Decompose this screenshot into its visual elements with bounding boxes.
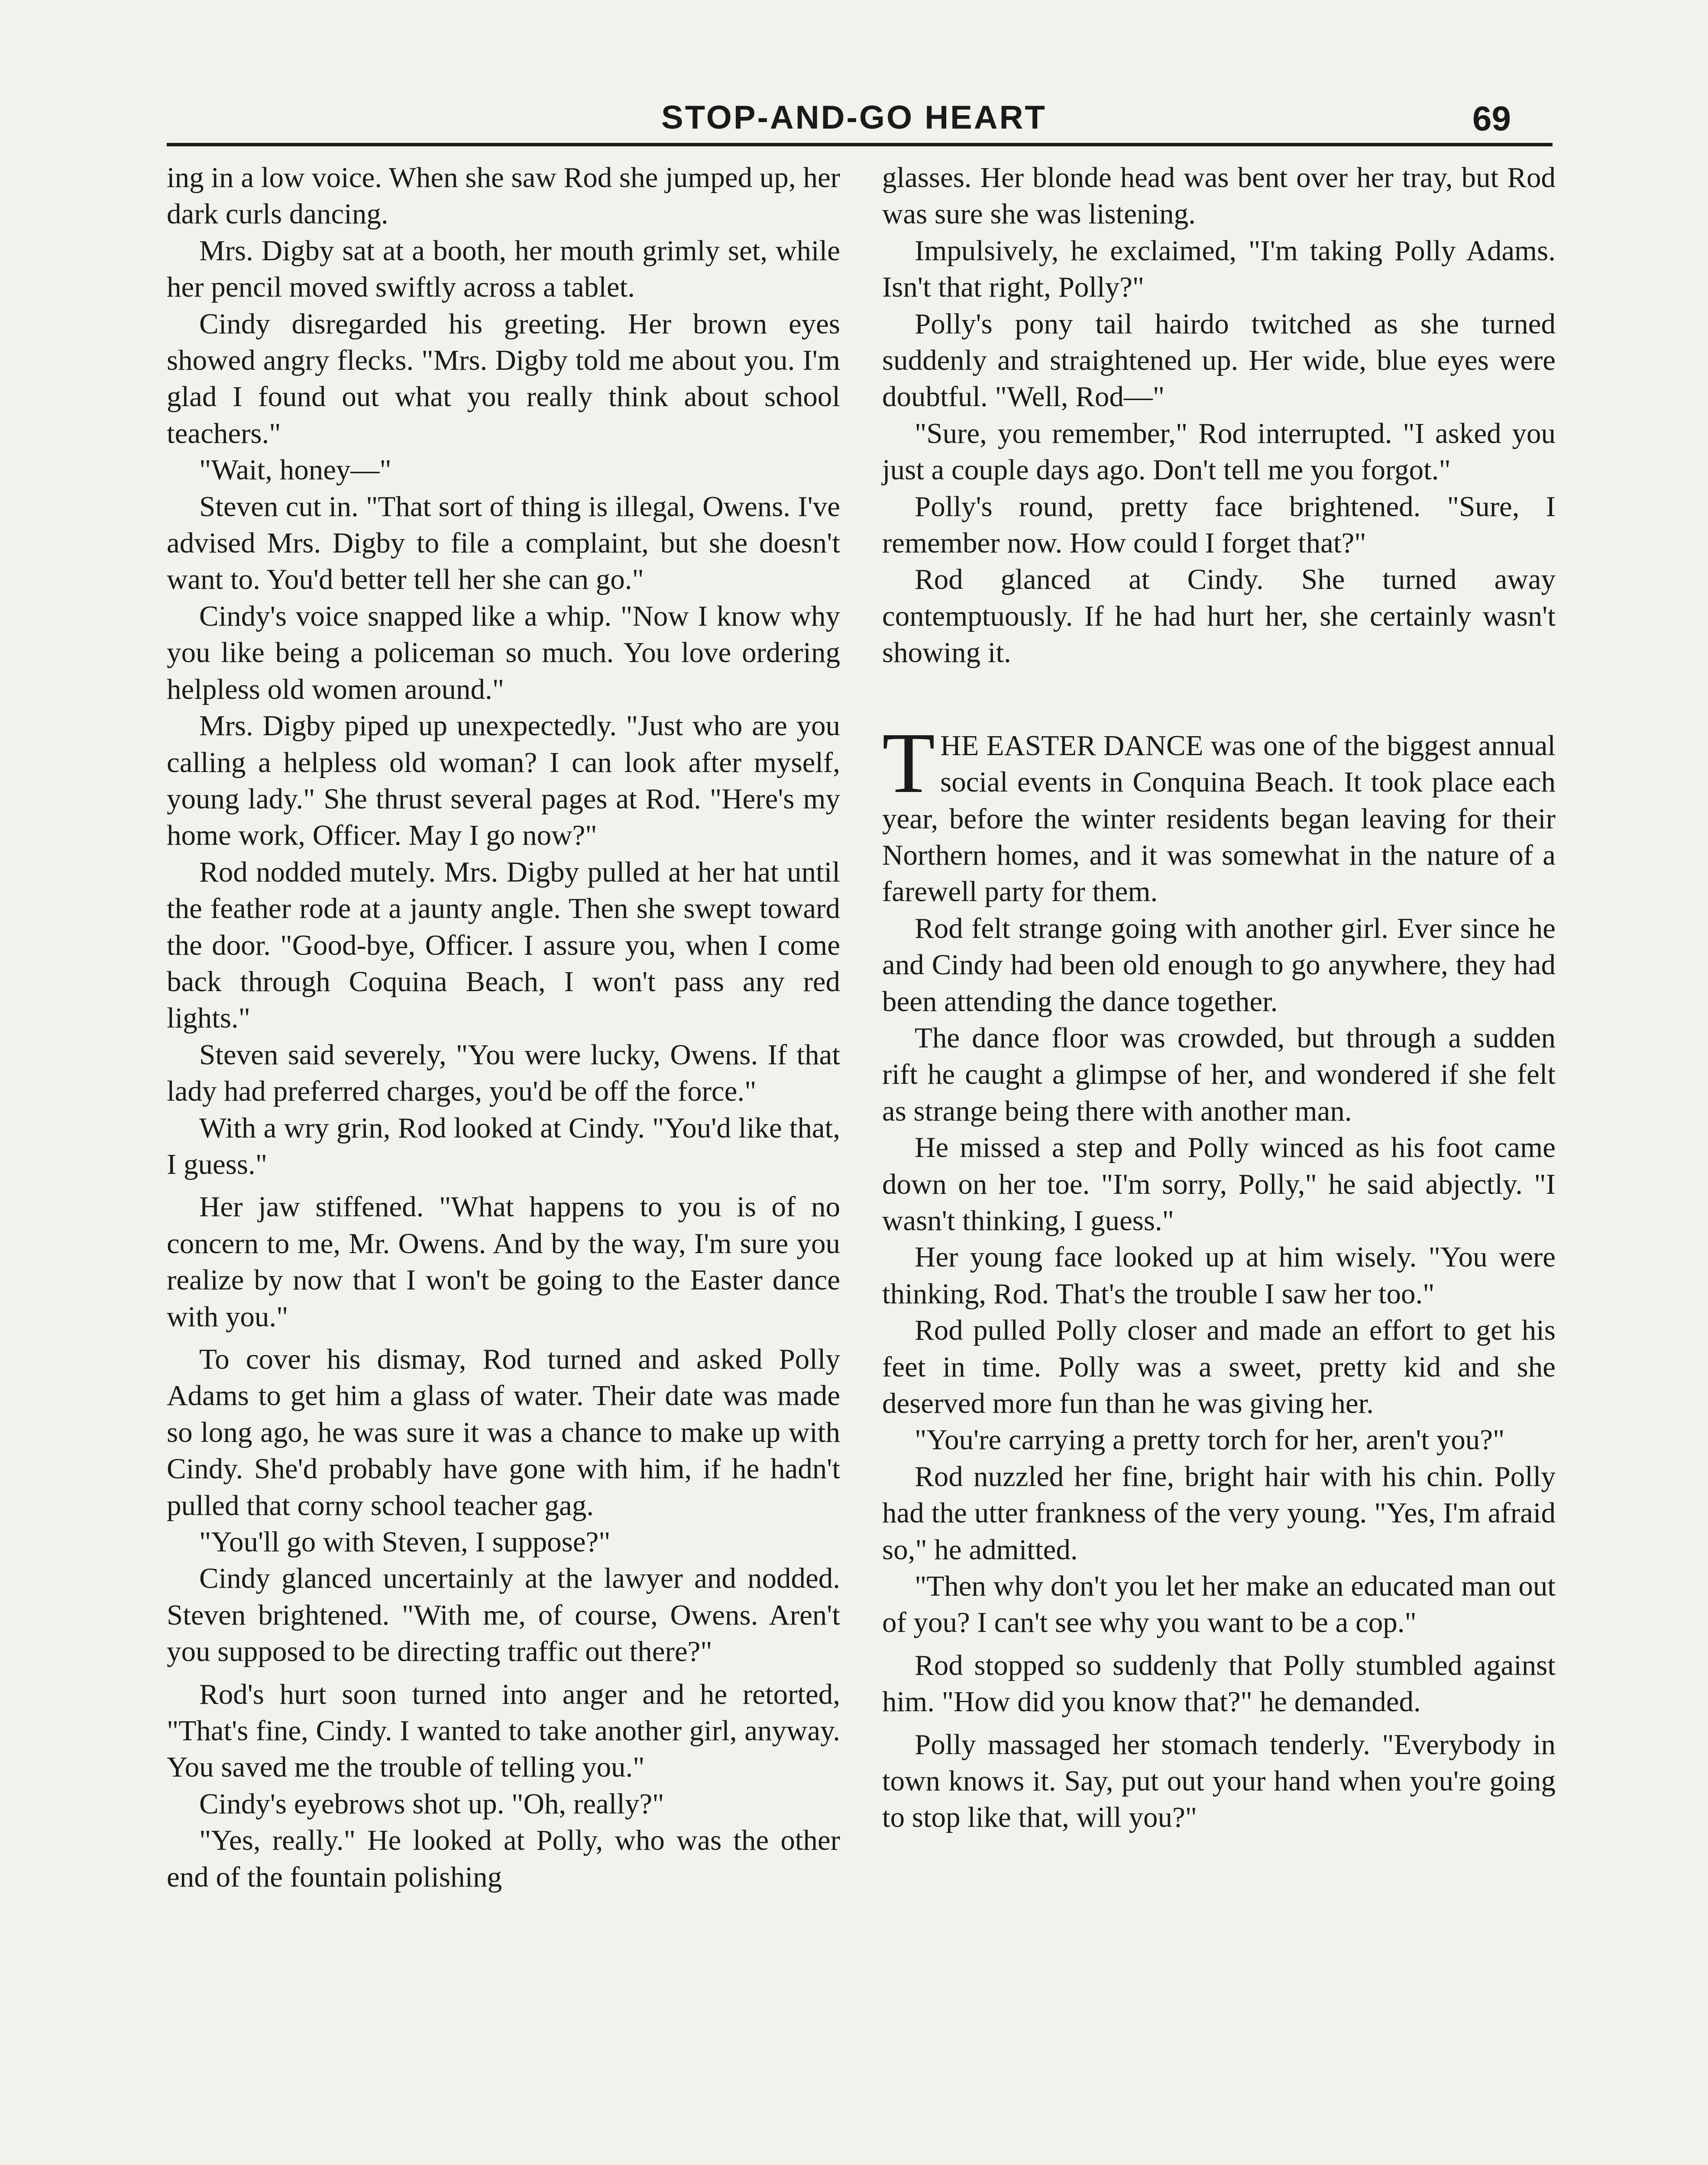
- running-title: STOP-AND-GO HEART: [661, 99, 1047, 136]
- section-opening-text: HE EASTER DANCE was one of the biggest annual social events in Conquina Beach. It took place each year, before the winter residents began leaving for their Northern homes, and it was somewhat in the nature of a farewell party for them.: [882, 729, 1556, 908]
- page-number: 69: [1472, 99, 1511, 138]
- left-column: [167, 159, 840, 1895]
- header-rule: [167, 143, 1553, 146]
- paragraph: With a wry grin, Rod looked at Cindy. "You'd like that, I guess.": [167, 1112, 840, 1180]
- paragraph: He missed a step and Polly winced as his foot came down on her toe. "I'm sorry, Polly," he said abjectly. "I wasn't thinking, I guess.": [882, 1131, 1556, 1237]
- right-column: [882, 159, 1556, 1836]
- paragraph: glasses. Her blonde head was bent over her tray, but Rod was sure she was listening.: [882, 162, 1556, 230]
- paragraph: Impulsively, he exclaimed, "I'm taking Polly Adams. Isn't that right, Polly?": [882, 234, 1556, 304]
- paragraph: "You'll go with Steven, I suppose?": [199, 1526, 611, 1558]
- paragraph: Rod pulled Polly closer and made an effort to get his feet in time. Polly was a sweet, pretty kid and she deserved more fun than he was giving her.: [882, 1314, 1556, 1419]
- paragraph: "Sure, you remember," Rod interrupted. "I asked you just a couple days ago. Don't tell me you forgot.": [882, 417, 1556, 486]
- paragraph: Rod glanced at Cindy. She turned away contemptuously. If he had hurt her, she certainly wasn't showing it.: [882, 563, 1556, 669]
- paragraph: "Then why don't you let her make an educated man out of you? I can't see why you want to be a cop.": [882, 1570, 1556, 1639]
- paragraph: Her jaw stiffened. "What happens to you is of no concern to me, Mr. Owens. And by the way, I'm sure you realize by now that I won't be going to the Easter dance with you.": [167, 1191, 840, 1333]
- paragraph: Rod nodded mutely. Mrs. Digby pulled at her hat until the feather rode at a jaunty angle. Then she swept toward the door. "Good-bye, Officer. I assure you, when I come back through Coquina Beach, I won't pass any red lights.": [167, 856, 840, 1034]
- paragraph: Rod's hurt soon turned into anger and he retorted, "That's fine, Cindy. I wanted to take another girl, anyway. You saved me the trouble of telling you.": [167, 1678, 840, 1784]
- paragraph: "Wait, honey—": [199, 454, 391, 486]
- paragraph: Her young face looked up at him wisely. "You were thinking, Rod. That's the trouble I saw her too.": [882, 1241, 1556, 1310]
- paragraph: Polly's pony tail hairdo twitched as she turned suddenly and straightened up. Her wide, blue eyes were doubtful. "Well, Rod—": [882, 307, 1556, 413]
- paragraph: The dance floor was crowded, but through a sudden rift he caught a glimpse of her, and wondered if she felt as strange being there with another man.: [882, 1021, 1556, 1127]
- paragraph: Steven said severely, "You were lucky, Owens. If that lady had preferred charges, you'd be off the force.": [167, 1038, 840, 1108]
- paragraph: Cindy glanced uncertainly at the lawyer and nodded. Steven brightened. "With me, of course, Owens. Aren't you supposed to be directing traffic out there?": [167, 1562, 840, 1668]
- paragraph: "You're carrying a pretty torch for her, aren't you?": [915, 1424, 1505, 1456]
- paragraph: Rod felt strange going with another girl. Ever since he and Cindy had been old enough to go anywhere, they had been attending the dance together.: [882, 912, 1556, 1018]
- section-opening-paragraph: [882, 715, 1556, 910]
- paragraph: Polly massaged her stomach tenderly. "Everybody in town knows it. Say, put out your hand when you're going to stop like that, will you?": [882, 1728, 1556, 1834]
- paragraph: Rod stopped so suddenly that Polly stumbled against him. "How did you know that?" he demanded.: [882, 1649, 1556, 1718]
- paragraph: Mrs. Digby sat at a booth, her mouth grimly set, while her pencil moved swiftly across a tablet.: [167, 234, 840, 304]
- section-break: [882, 671, 1556, 727]
- paragraph: Mrs. Digby piped up unexpectedly. "Just who are you calling a helpless old woman? I can look after myself, young lady." She thrust several pages at Rod. "Here's my home work, Officer. May I go now?": [167, 710, 840, 852]
- paragraph: Steven cut in. "That sort of thing is illegal, Owens. I've advised Mrs. Digby to file a complaint, but she doesn't want to. You'd better tell her she can go.": [167, 490, 840, 596]
- paragraph: Cindy disregarded his greeting. Her brown eyes showed angry flecks. "Mrs. Digby told me about you. I'm glad I found out what you really think about school teachers.": [167, 307, 840, 449]
- paragraph: Polly's round, pretty face brightened. "Sure, I remember now. How could I forget that?": [882, 490, 1556, 559]
- paragraph: To cover his dismay, Rod turned and asked Polly Adams to get him a glass of water. Their date was made so long ago, he was sure it was a chance to make up with Cindy. She'd probably have gone with him, if he hadn't pulled that corny school teacher gag.: [167, 1343, 840, 1522]
- paragraph: "Yes, really." He looked at Polly, who was the other end of the fountain polishing: [167, 1824, 840, 1893]
- paragraph: Cindy's eyebrows shot up. "Oh, really?": [199, 1787, 664, 1820]
- drop-cap: T: [882, 715, 935, 811]
- paragraph: Cindy's voice snapped like a whip. "Now I know why you like being a policeman so much. You love ordering helpless old women around.": [167, 600, 840, 705]
- paragraph: ing in a low voice. When she saw Rod she jumped up, her dark curls dancing.: [167, 162, 840, 230]
- paragraph: Rod nuzzled her fine, bright hair with his chin. Polly had the utter frankness of the very young. "Yes, I'm afraid so," he admitted.: [882, 1460, 1556, 1566]
